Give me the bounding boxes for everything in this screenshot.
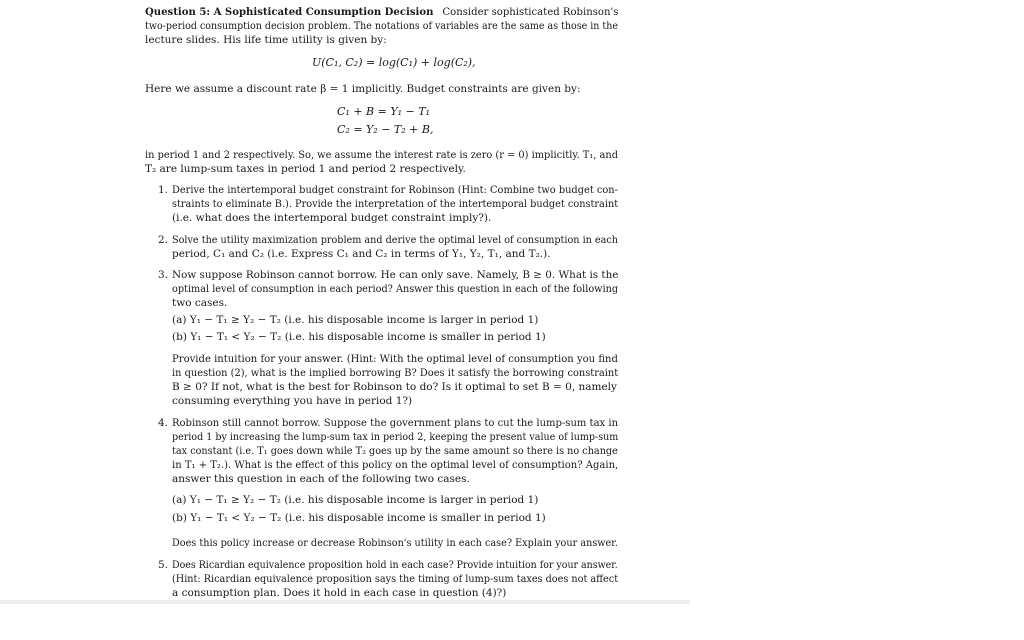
budget-constraint-1: C₁ + B = Y₁ − T₁ bbox=[337, 105, 430, 118]
item-1-line-3: (i.e. what does the intertemporal budget constraint imply?). bbox=[172, 212, 492, 224]
item-1-line-2: straints to eliminate B.). Provide the interpretation of the intertemporal budget constraint bbox=[172, 198, 619, 210]
question-intro-line-3: lecture slides. His life time utility is given by: bbox=[145, 34, 387, 46]
question-intro-line-1 bbox=[145, 5, 618, 19]
item-2-line-1: Solve the utility maximization problem and derive the optimal level of consumption in each bbox=[172, 234, 618, 246]
item-4-line-1: Robinson still cannot borrow. Suppose the government plans to cut the lump-sum tax in bbox=[172, 417, 619, 429]
item-3-intuition-line-1: Provide intuition for your answer. (Hint: With the optimal level of consumption you find bbox=[172, 353, 618, 365]
period-line-2: T₂ are lump-sum taxes in period 1 and period 2 respectively. bbox=[145, 163, 466, 175]
item-3-line-1: Now suppose Robinson cannot borrow. He can only save. Namely, B ≥ 0. What is the bbox=[172, 269, 619, 281]
item-3-line-3: two cases. bbox=[172, 297, 228, 309]
item-4-line-3: tax constant (i.e. T₁ goes down while T₂ goes up by the same amount so there is no change bbox=[172, 445, 618, 457]
item-3-case-b: (b) Y₁ − T₁ < Y₂ − T₂ (i.e. his disposable income is smaller in period 1) bbox=[172, 331, 546, 343]
item-1-number: 1. bbox=[158, 184, 169, 196]
question-intro-line-2: two-period consumption decision problem. The notations of variables are the same as those in the bbox=[145, 20, 618, 32]
item-5-line-3: a consumption plan. Does it hold in each case in question (4)?) bbox=[172, 587, 507, 599]
budget-constraint-2: C₂ = Y₂ − T₂ + B, bbox=[337, 123, 434, 136]
item-3-intuition-line-2: in question (2), what is the implied borrowing B? Does it satisfy the borrowing constraint bbox=[172, 367, 619, 379]
item-4-case-a: (a) Y₁ − T₁ ≥ Y₂ − T₂ (i.e. his disposable income is larger in period 1) bbox=[172, 494, 539, 506]
item-1-line-1: Derive the intertemporal budget constraint for Robinson (Hint: Combine two budget con- bbox=[172, 184, 618, 196]
item-2-line-2: period, C₁ and C₂ (i.e. Express C₁ and C₂ in terms of Y₁, Y₂, T₁, and T₂.). bbox=[172, 248, 551, 260]
utility-equation: U(C₁, C₂) = log(C₁) + log(C₂), bbox=[312, 56, 476, 69]
item-3-number: 3. bbox=[158, 269, 169, 281]
item-4-case-b: (b) Y₁ − T₁ < Y₂ − T₂ (i.e. his disposable income is smaller in period 1) bbox=[172, 512, 546, 524]
item-4-question: Does this policy increase or decrease Robinson's utility in each case? Explain your answer. bbox=[172, 537, 618, 549]
item-4-number: 4. bbox=[158, 417, 169, 429]
item-5-line-2: (Hint: Ricardian equivalence proposition says the timing of lump-sum taxes does not affect bbox=[172, 573, 619, 585]
period-line-1: in period 1 and 2 respectively. So, we assume the interest rate is zero (r = 0) implicitly. T₁, and bbox=[145, 149, 618, 161]
item-3-line-2: optimal level of consumption in each period? Answer this question in each of the following bbox=[172, 283, 619, 295]
question-heading: Question 5: A Sophisticated Consumption Decision bbox=[145, 6, 434, 18]
item-2-number: 2. bbox=[158, 234, 169, 246]
item-3-intuition-line-4: consuming everything you have in period 1?) bbox=[172, 395, 413, 407]
item-4-line-5: answer this question in each of the following two cases. bbox=[172, 473, 470, 485]
page-bottom-divider bbox=[0, 600, 690, 604]
question-intro-tail: Consider sophisticated Robinson's bbox=[442, 6, 619, 18]
item-3-case-a: (a) Y₁ − T₁ ≥ Y₂ − T₂ (i.e. his disposable income is larger in period 1) bbox=[172, 314, 539, 326]
item-4-line-2: period 1 by increasing the lump-sum tax in period 2, keeping the present value of lump-sum bbox=[172, 431, 619, 443]
item-3-intuition-line-3: B ≥ 0? If not, what is the best for Robinson to do? Is it optimal to set B = 0, namely bbox=[172, 381, 617, 393]
item-5-number: 5. bbox=[158, 559, 169, 571]
item-4-line-4: in T₁ + T₂.). What is the effect of this policy on the optimal level of consumption? Again, bbox=[172, 459, 619, 471]
item-5-line-1: Does Ricardian equivalence proposition hold in each case? Provide intuition for your answer. bbox=[172, 559, 618, 571]
discount-rate-line: Here we assume a discount rate β = 1 implicitly. Budget constraints are given by: bbox=[145, 83, 581, 95]
